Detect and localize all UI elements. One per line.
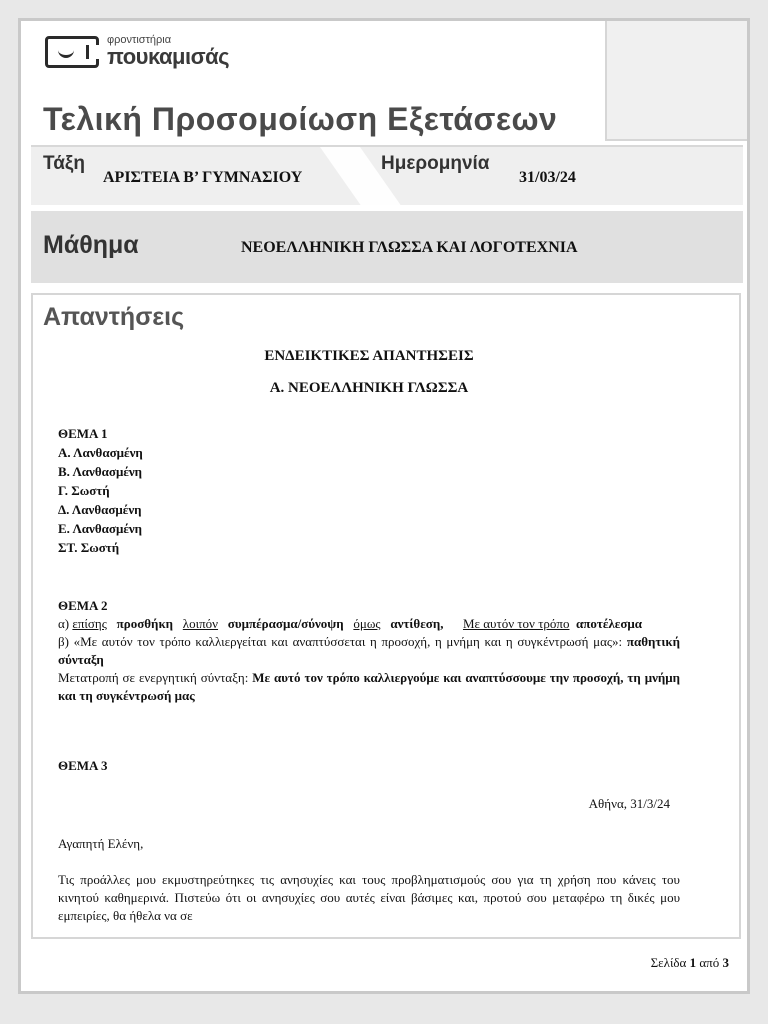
page-total: 3: [722, 955, 729, 970]
theme1-title: ΘΕΜΑ 1: [58, 426, 108, 441]
corner-decoration: [605, 21, 747, 141]
answer-b-answer: παθητική σύνταξη: [58, 634, 680, 667]
page-word: Σελίδα: [650, 955, 687, 970]
brand-logo: [45, 35, 229, 68]
theme2-answer-b: [58, 633, 680, 669]
theme2-block: [58, 597, 680, 705]
connective-meaning: αποτέλεσμα: [575, 616, 643, 631]
connective-meaning: συμπέρασμα/σύνοψη: [227, 616, 344, 631]
answer-c-text: Μετατροπή σε ενεργητική σύνταξη:: [58, 670, 249, 685]
class-value: ΑΡΙΣΤΕΙΑ Β’ ΓΥΜΝΑΣΙΟΥ: [103, 169, 303, 186]
page-of-word: από: [699, 955, 720, 970]
class-label: Τάξη: [43, 153, 85, 174]
answer-a-prefix: α): [58, 616, 70, 631]
connective-word: Με αυτόν τον τρόπο: [462, 616, 570, 631]
letter-greeting: Αγαπητή Ελένη,: [58, 836, 144, 851]
answers-title: Απαντήσεις: [43, 303, 185, 331]
theme1-block: [58, 425, 680, 557]
theme3-block: [58, 757, 680, 925]
theme1-item: ΣΤ. Σωστή: [58, 540, 120, 555]
document-page: [18, 18, 750, 994]
theme1-item: Α. Λανθασμένη: [58, 445, 143, 460]
theme1-item: Β. Λανθασμένη: [58, 464, 143, 479]
connective-meaning: αντίθεση,: [390, 616, 444, 631]
theme2-title: ΘΕΜΑ 2: [58, 598, 108, 613]
answer-c-answer: Με αυτό τον τρόπο καλλιεργούμε και αναπτύσσουμε την προσοχή, τη μνήμη και τη συγκέντρωσή μας: [58, 670, 681, 703]
theme2-answer-c: [58, 669, 680, 705]
subject-row: [31, 211, 743, 283]
connective-word: επίσης: [72, 616, 107, 631]
date-value: 31/03/24: [519, 169, 576, 186]
page-title: Τελική Προσομοίωση Εξετάσεων: [43, 101, 558, 137]
subject-label: Μάθημα: [43, 231, 139, 259]
connective-meaning: προσθήκη: [116, 616, 174, 631]
subject-value: ΝΕΟΕΛΛΗΝΙΚΗ ΓΛΩΣΣΑ ΚΑΙ ΛΟΓΟΤΕΧΝΙΑ: [241, 239, 578, 256]
answers-section: [31, 293, 741, 939]
theme1-item: Δ. Λανθασμένη: [58, 502, 142, 517]
answer-b-text: β) «Με αυτόν τον τρόπο καλλιεργείται και αναπτύσσεται η προσοχή, η μνήμη και η συγκέντρωσή μας»:: [58, 634, 623, 649]
date-label: Ημερομηνία: [381, 153, 490, 174]
section-heading: Α. ΝΕΟΕΛΛΗΝΙΚΗ ΓΛΩΣΣΑ: [269, 380, 469, 396]
logo-name: πουκαμισάς: [107, 44, 230, 69]
page-current: 1: [689, 955, 697, 970]
theme2-answer-a: [58, 615, 680, 633]
theme1-item: Ε. Λανθασμένη: [58, 521, 143, 536]
logo-icon: [45, 36, 99, 68]
info-row: [31, 145, 743, 205]
connective-word: όμως: [353, 616, 381, 631]
theme1-item: Γ. Σωστή: [58, 483, 110, 498]
letter-paragraph: Τις προάλλες μου εκμυστηρεύτηκες τις ανησυχίες και τους προβληματισμούς σου για τη χρήση που κάνεις του κινητού καθημερινά. Πιστεύω ότι οι ανησυχίες σου αυτές είναι βάσιμες και, προτού σου μεταφέρω τη δικές μου εμπειρίες, θα ήθελα να σε: [58, 872, 680, 923]
page-number: [651, 955, 729, 971]
letter-place-date: Αθήνα, 31/3/24: [588, 796, 670, 811]
theme3-title: ΘΕΜΑ 3: [58, 758, 108, 773]
answers-heading: ΕΝΔΕΙΚΤΙΚΕΣ ΑΠΑΝΤΗΣΕΙΣ: [264, 348, 474, 364]
logo-subtitle: φροντιστήρια: [107, 34, 172, 46]
connective-word: λοιπόν: [182, 616, 219, 631]
